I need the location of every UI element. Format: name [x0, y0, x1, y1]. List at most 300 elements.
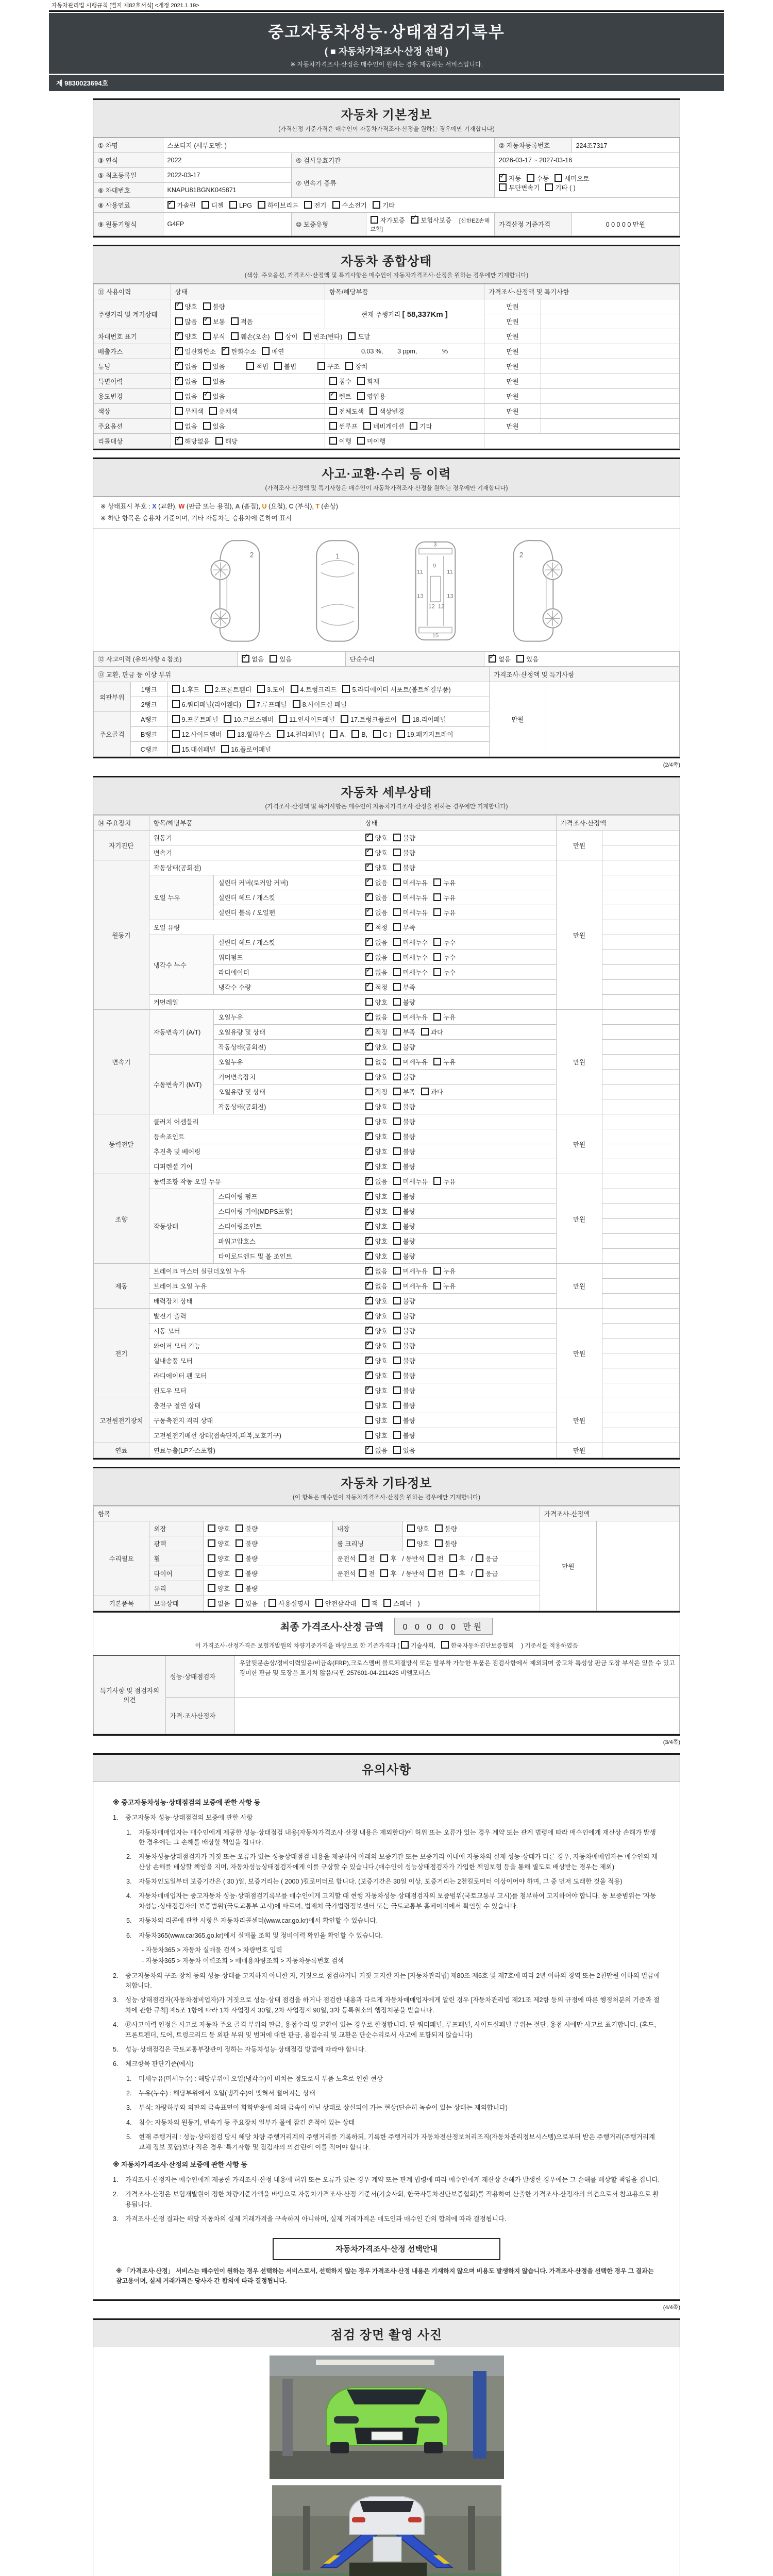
notice-item [126, 1891, 660, 1911]
section-subtitle: (가격조사·산정액 및 특기사항은 매수인이 자동차가격조사·산정을 원하는 경우에만 기재합니다) [265, 485, 508, 492]
check-item [449, 1569, 465, 1578]
checkbox-icon [393, 1117, 401, 1125]
device-group-label: 연료 [94, 1443, 149, 1458]
checkbox-icon [236, 1554, 243, 1562]
sub-group-label: 오일 누유 [149, 875, 214, 920]
check-item [172, 715, 219, 724]
item-label: 동력조향 작동 오일 누유 [149, 1174, 361, 1189]
checkbox-icon [433, 938, 441, 946]
checkbox-group [167, 682, 490, 697]
item-label: 작동상태(공회전) [214, 1040, 361, 1055]
check-label: 네비게이션 [373, 423, 405, 430]
check-item [365, 1251, 388, 1261]
check-label: 10.크로스멤버 [233, 716, 274, 723]
check-label: 8.사이드실 패널 [302, 701, 347, 708]
check-item [554, 174, 589, 183]
check-item [393, 1162, 415, 1171]
check-item [329, 377, 351, 386]
checkbox-group [325, 404, 484, 419]
check-label: 해당없음 [184, 438, 210, 445]
checkbox-icon [279, 715, 287, 723]
checkbox-icon [236, 1539, 243, 1547]
check-label: 2.프론트휀더 [215, 686, 252, 693]
checkbox-checked-icon [175, 362, 183, 370]
check-item [351, 730, 367, 738]
checkbox-group [499, 183, 675, 192]
check-label: 양호 [375, 1208, 388, 1215]
checkbox-checked-icon [365, 878, 373, 886]
notice-item [126, 2074, 660, 2084]
note-cell [602, 1114, 680, 1129]
check-item [402, 715, 446, 724]
check-label: 일산화탄소 [184, 348, 216, 355]
check-item [208, 1539, 230, 1548]
notice-item [142, 1945, 660, 1955]
svg-text:11: 11 [447, 569, 453, 575]
checkbox-icon [393, 1028, 401, 1036]
check-item [433, 1266, 456, 1276]
check-item [527, 174, 549, 183]
checkbox-group [484, 652, 679, 667]
state-cell [361, 1055, 556, 1070]
section-subtitle: (가격산정 기준가격은 매수인이 자동차가격조사·산정을 원하는 경우에만 기재합니다) [278, 126, 495, 132]
check-label: 미세누수 [402, 954, 428, 961]
check-label: 불량 [402, 1387, 415, 1395]
column-header: 가격조사·산정액 [540, 1506, 679, 1521]
sub-group-label: 냉각수 누수 [149, 935, 214, 995]
notice-item-number: 4. [113, 2021, 119, 2029]
notice-item-number: 4. [126, 2119, 132, 2126]
checkbox-icon [393, 1073, 401, 1080]
item-label: 디퍼렌셜 기어 [149, 1159, 361, 1174]
item-label: 오일유량 및 상태 [214, 1025, 361, 1040]
column-header: 항목 [94, 1506, 540, 1521]
inline-text: / [470, 1570, 473, 1578]
notice-item [126, 1916, 660, 1926]
check-item [208, 1524, 230, 1533]
check-item [401, 1641, 435, 1650]
check-item [172, 730, 222, 739]
checkbox-icon [393, 1192, 401, 1200]
checkbox-group [325, 419, 484, 434]
checkbox-icon [329, 437, 337, 445]
checkbox-checked-icon [365, 938, 373, 946]
notice-item-number: 3. [113, 1996, 119, 2004]
check-item [236, 1569, 258, 1578]
notice-item-text: 자동차365(www.car365.go.kr)에서 실매물 조회 및 정비이력 확인을 확인할 수 있습니다. [139, 1931, 383, 1939]
check-label: 양호 [375, 1118, 388, 1126]
check-label: 불량 [402, 1358, 415, 1365]
inline-text: ( [263, 1600, 266, 1607]
state-cell [361, 1174, 556, 1189]
check-item [291, 685, 337, 694]
checkbox-icon [203, 362, 211, 370]
checkbox-icon [393, 1267, 401, 1275]
check-item [393, 1057, 428, 1066]
check-item [365, 1192, 388, 1201]
check-item [433, 1012, 456, 1022]
checkbox-icon [221, 745, 229, 753]
legend-line [100, 501, 673, 513]
note-cell [602, 1398, 680, 1413]
section-overall-state [93, 245, 680, 450]
check-label: 전 [368, 1570, 375, 1578]
item-label: 라디에이터 [214, 965, 361, 980]
check-item [365, 1162, 388, 1171]
table-row [94, 359, 680, 374]
checkbox-icon [329, 377, 337, 385]
check-item [224, 715, 274, 724]
check-item [203, 362, 225, 371]
check-label: 불량 [245, 1555, 258, 1563]
notice-item-number: 4. [126, 1892, 132, 1900]
price-cell: 만원 [484, 344, 541, 359]
state-cell [361, 1338, 556, 1353]
checkbox-group [333, 1566, 540, 1581]
item-label: 브레이크 오일 누유 [149, 1279, 361, 1294]
column-header: ⑪ 사용이력 [94, 284, 171, 299]
note-cell [541, 299, 679, 314]
check-label: 누유 [443, 894, 456, 902]
price-cell: 만원 [556, 1174, 602, 1264]
checkbox-icon [329, 422, 337, 430]
check-label: 불량 [402, 1074, 415, 1081]
checkbox-icon [393, 1327, 401, 1334]
check-label: 양호 [416, 1526, 429, 1533]
checkbox-group [238, 652, 346, 667]
car-name-value: 스포티지 (세부모델: ) [163, 138, 494, 153]
check-label: 15.대쉬패널 [181, 746, 216, 753]
note-cell [541, 374, 679, 389]
row-label: 단순수리 [345, 652, 484, 667]
check-label: 후 [459, 1555, 465, 1563]
check-label: 보통 [212, 318, 225, 326]
item-label: 추진축 및 베어링 [149, 1144, 361, 1159]
note-cell [602, 1383, 680, 1398]
car-damage-diagrams [93, 529, 680, 651]
check-label: 불량 [402, 1118, 415, 1126]
check-item [433, 908, 456, 917]
table-row [94, 1309, 680, 1324]
check-label: 적정 [375, 984, 388, 991]
section-title: 자동차 기타정보 [341, 1477, 432, 1490]
check-label: B, [361, 731, 368, 738]
check-label: 적법 [256, 363, 268, 370]
rank-label: B랭크 [130, 727, 167, 742]
check-item [441, 1641, 514, 1650]
legend-segment: W [178, 503, 185, 510]
check-item [231, 317, 253, 326]
notice-item [126, 2103, 660, 2113]
check-label: C ) [383, 731, 392, 738]
state-cell [361, 1025, 556, 1040]
check-label: 불법 [284, 363, 297, 370]
check-item [268, 1599, 309, 1608]
check-item [215, 436, 238, 446]
check-item [221, 744, 271, 754]
check-label: 상이 [285, 333, 298, 341]
checkbox-icon [371, 216, 378, 224]
check-label: 수소전기 [342, 202, 367, 209]
note-cell [602, 965, 680, 980]
check-label: 불량 [402, 1372, 415, 1380]
check-item [172, 744, 216, 754]
check-item [365, 1222, 388, 1231]
inline-text: 운전석 [337, 1570, 356, 1578]
notice-heading: ※ 중고자동차성능·상태점검의 보증에 관한 사항 등 [113, 1799, 261, 1806]
check-item [357, 436, 385, 446]
item-label: 오일유량 및 상태 [214, 1084, 361, 1099]
check-label: 없음 [184, 423, 197, 430]
check-item [175, 362, 197, 371]
checkbox-group [171, 374, 325, 389]
rank-label: 1랭크 [130, 682, 167, 697]
check-label: 불량 [402, 865, 415, 872]
checkbox-checked-icon [203, 392, 211, 400]
reg-no-value: 224조7317 [572, 138, 679, 153]
checkbox-checked-icon [365, 1028, 373, 1036]
note-cell [602, 890, 680, 905]
note-cell [602, 860, 680, 875]
check-item [208, 1554, 230, 1563]
check-item [208, 1584, 230, 1593]
check-label: 불량 [402, 1253, 415, 1260]
checkbox-icon [433, 1058, 441, 1065]
table-row [94, 404, 680, 419]
checkbox-group [167, 727, 490, 742]
checkbox-checked-icon [365, 983, 373, 991]
checkbox-group [203, 1551, 332, 1566]
check-item [393, 1177, 428, 1186]
state-cell [361, 1040, 556, 1055]
check-item [407, 1539, 429, 1548]
check-label: 장치 [355, 363, 368, 370]
checkbox-icon [348, 332, 356, 340]
check-label: 불량 [402, 1193, 415, 1200]
checkbox-checked-icon [365, 1252, 373, 1260]
check-item [393, 1012, 428, 1022]
row-label: 광택 [149, 1536, 203, 1551]
check-label: 없음 [375, 969, 388, 976]
notice-item [126, 2118, 660, 2128]
check-label: 기타 [419, 423, 432, 430]
checkbox-checked-icon [365, 1327, 373, 1334]
row-label: 차대번호 표기 [94, 329, 171, 344]
check-item [393, 1356, 415, 1365]
note-cell [602, 1294, 680, 1309]
check-item [499, 183, 540, 192]
check-item [428, 1554, 444, 1563]
check-item [393, 997, 415, 1007]
check-label: 양호 [217, 1555, 230, 1563]
section-notices [93, 1753, 680, 2301]
checkbox-icon [393, 1088, 401, 1095]
row-label: 휠 [149, 1551, 203, 1566]
svg-text:13: 13 [447, 593, 453, 600]
check-item [393, 1281, 428, 1291]
price-cell: 만원 [540, 1521, 596, 1611]
check-item [433, 878, 456, 887]
item-label: 스티어링 펌프 [214, 1189, 361, 1204]
note-cell [602, 1443, 680, 1458]
check-label: 없음 [375, 894, 388, 902]
notice-item [113, 2214, 660, 2224]
state-cell [361, 860, 556, 875]
check-item [433, 893, 456, 902]
check-item [433, 953, 456, 962]
state-cell [361, 1324, 556, 1338]
check-item [275, 332, 297, 341]
table-row [94, 1698, 680, 1734]
checkbox-checked-icon [365, 1013, 373, 1021]
item-label: 작동상태(공회전) [214, 1099, 361, 1114]
checkbox-group [167, 697, 490, 712]
checkbox-checked-icon [242, 655, 249, 663]
checkbox-icon [410, 422, 417, 430]
checkbox-checked-icon [175, 437, 183, 445]
state-cell [361, 845, 556, 860]
check-item [227, 730, 271, 739]
check-label: 구조 [327, 363, 340, 370]
checkbox-icon [441, 1641, 449, 1649]
field-label: 가격산정 기준가격 [495, 213, 572, 236]
table-header-row [94, 284, 680, 299]
check-label: 4.트렁크리드 [300, 686, 337, 693]
checkbox-checked-icon [365, 1446, 373, 1454]
check-label: 누수 [443, 969, 456, 976]
notice-list [113, 1798, 660, 2225]
checkbox-checked-icon [175, 332, 183, 340]
checkbox-icon [365, 1117, 373, 1125]
checkbox-icon [274, 362, 282, 370]
table-row [94, 389, 680, 404]
check-item [279, 715, 335, 724]
inspection-period-value: 2026-03-17 ~ 2027-03-16 [495, 153, 680, 168]
row-label: 보유상태 [149, 1596, 203, 1611]
table-row [94, 682, 680, 697]
checkbox-icon [499, 183, 507, 191]
row-label: 배출가스 [94, 344, 171, 359]
notice-item-number: 3. [113, 2215, 119, 2223]
check-label: 훼손(오손) [240, 333, 270, 341]
check-label: 양호 [375, 1417, 388, 1425]
column-header: 항목/해당부품 [149, 816, 361, 831]
check-label: 변조(변타) [313, 333, 343, 341]
item-label: 오일 유량 [149, 920, 361, 935]
notice-item-number: 5. [113, 2045, 119, 2053]
field-label: ④ 검사유효기간 [292, 153, 495, 168]
check-item [365, 938, 388, 947]
check-item [365, 1177, 388, 1186]
check-label: 미세누유 [402, 909, 428, 917]
check-label: 불량 [402, 1238, 415, 1245]
checkbox-icon [383, 1599, 391, 1607]
check-item [317, 362, 340, 371]
checkbox-checked-icon [365, 1177, 373, 1185]
check-item [365, 1012, 388, 1022]
item-label: 고전원전기배선 상태(접속단자,피복,보호기구) [149, 1428, 361, 1443]
check-label: 양호 [184, 333, 197, 341]
field-label: ⑥ 차대번호 [94, 183, 163, 198]
check-label: 자가보증 [380, 217, 405, 224]
check-item [365, 1296, 388, 1306]
table-row [94, 168, 680, 183]
check-label: 부족 [402, 984, 415, 991]
notice-item-text: 부식: 차량하부와 외판의 금속표면이 화학반응에 의해 금속이 아닌 상태로 상실되어 가는 현상(단순히 녹슬어 있는 상태는 제외합니다) [139, 2104, 508, 2112]
checkbox-icon [380, 1569, 388, 1577]
check-label: 과다 [430, 1089, 444, 1096]
notice-item-text: 가격조사·산정 결과는 해당 자동차의 실제 거래가격을 구속하지 아니하며, 실제 거래가격은 매도인과 매수인 간의 합의에 따라 결정됩니다. [125, 2215, 507, 2223]
check-label: 안전삼각대 [325, 1600, 357, 1607]
final-appraisal-amount: 0 0 0 0 0 만원 [394, 1618, 493, 1635]
item-label: 배력장치 상태 [149, 1294, 361, 1309]
check-label: 불량 [245, 1540, 258, 1548]
group-label: 기본품목 [94, 1596, 149, 1611]
table-row [94, 1443, 680, 1458]
table-row [94, 198, 680, 213]
item-label: 작동상태(공회전) [149, 860, 361, 875]
checkbox-icon [231, 317, 239, 325]
check-item [380, 1554, 396, 1563]
notice-item-number: 2. [113, 2191, 119, 2198]
checkbox-checked-icon [222, 347, 229, 355]
state-cell [361, 1144, 556, 1159]
checkbox-icon [317, 362, 325, 370]
checkbox-icon [203, 422, 211, 430]
check-item [365, 1431, 388, 1440]
check-label: 양호 [217, 1526, 230, 1533]
checkbox-group [402, 1521, 540, 1536]
check-label: 양호 [217, 1585, 230, 1592]
notice-item-number: 6. [113, 2060, 119, 2068]
check-label: 불량 [402, 1133, 415, 1141]
checkbox-group [171, 329, 484, 344]
check-label: 사용설명서 [278, 1600, 310, 1607]
note-cell [602, 1309, 680, 1324]
detail-state-table [93, 815, 680, 1458]
table-row [94, 329, 680, 344]
check-label: 렌트 [339, 393, 351, 400]
final-appraisal [93, 1611, 680, 1637]
checkbox-icon [393, 1401, 401, 1409]
table-header-row [94, 1506, 680, 1521]
notice-item [113, 2175, 660, 2185]
item-label: 연료누출(LP가스포함) [149, 1443, 361, 1458]
check-label: 양호 [375, 1193, 388, 1200]
check-label: 응급 [485, 1570, 498, 1578]
check-label: 적정 [375, 924, 388, 931]
checkbox-icon [393, 1207, 401, 1215]
checkbox-icon [393, 834, 401, 841]
price-cell: 만원 [556, 1443, 602, 1458]
column-header: 가격조사·산정액 및 특기사항 [484, 284, 680, 299]
check-item [359, 1554, 375, 1563]
check-item [393, 1027, 415, 1037]
column-header: 상태 [171, 284, 325, 299]
check-item [489, 654, 511, 664]
check-label: 무채색 [184, 408, 204, 415]
check-label: 1.후드 [181, 686, 200, 693]
check-item [229, 201, 252, 209]
check-item [365, 1341, 388, 1350]
checkbox-icon [208, 1569, 215, 1577]
checkbox-icon [229, 201, 237, 209]
check-label: 부족 [402, 1029, 415, 1036]
check-item [208, 1569, 230, 1578]
check-item [304, 332, 343, 341]
transmission-value [495, 168, 680, 198]
price-cell: 만원 [490, 682, 546, 757]
